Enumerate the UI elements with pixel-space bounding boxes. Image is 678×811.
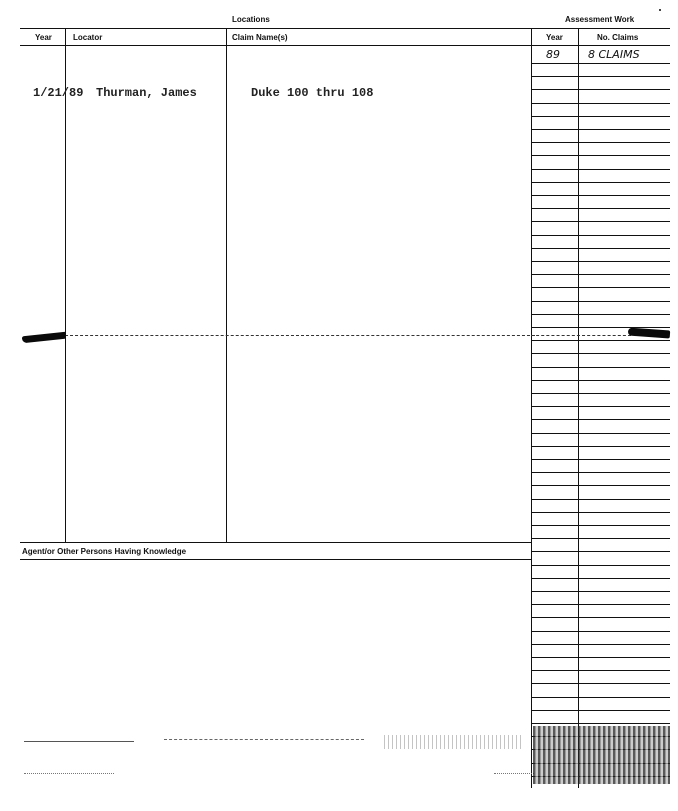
- assessment-row-line: [531, 314, 670, 315]
- assessment-row-line: [531, 353, 670, 354]
- locator-column-rule: [65, 28, 66, 542]
- assessment-row-line: [531, 604, 670, 605]
- assessment-entry-claims: 8 CLAIMS: [588, 48, 640, 61]
- assessment-row-line: [531, 446, 670, 447]
- bottom-scan-noise: [24, 737, 531, 777]
- assessment-row-line: [531, 248, 670, 249]
- claims-column-rule: [226, 28, 227, 542]
- column-header-year: Year: [35, 33, 52, 42]
- assessment-row-line: [531, 657, 670, 658]
- assessment-row-line: [531, 367, 670, 368]
- assessment-row-line: [531, 525, 670, 526]
- column-header-aw-claims: No. Claims: [597, 33, 639, 42]
- assessment-row-line: [531, 512, 670, 513]
- assessment-row-line: [531, 327, 670, 328]
- locations-header: Locations: [232, 15, 270, 24]
- assessment-row-line: [531, 235, 670, 236]
- assessment-row-line: [531, 419, 670, 420]
- assessment-row-line: [531, 485, 670, 486]
- assessment-row-line: [531, 551, 670, 552]
- assessment-row-line: [531, 221, 670, 222]
- assessment-row-line: [531, 710, 670, 711]
- assessment-row-line: [531, 182, 670, 183]
- column-header-locator: Locator: [73, 33, 103, 42]
- entry-date: 1/21/89: [33, 86, 84, 100]
- assessment-row-line: [531, 340, 670, 341]
- assessment-row-line: [531, 103, 670, 104]
- fold-dashed-line: [65, 335, 535, 336]
- assessment-row-line: [531, 274, 670, 275]
- assessment-entry-year: 89: [546, 48, 560, 61]
- assessment-row-line: [531, 538, 670, 539]
- right-black-mark: [628, 328, 670, 339]
- assessment-row-line: [531, 459, 670, 460]
- assessment-row-line: [531, 142, 670, 143]
- assessment-row-line: [531, 380, 670, 381]
- assessment-row-line: [531, 499, 670, 500]
- entry-locator: Thurman, James: [96, 86, 197, 100]
- assessment-row-line: [531, 63, 670, 64]
- column-header-claim-names: Claim Name(s): [232, 33, 288, 42]
- assessment-row-line: [531, 670, 670, 671]
- assessment-row-line: [531, 195, 670, 196]
- assessment-row-line: [531, 591, 670, 592]
- assessment-work-header: Assessment Work: [565, 15, 635, 24]
- assessment-row-line: [531, 287, 670, 288]
- assessment-row-line: [531, 208, 670, 209]
- assessment-row-line: [531, 76, 670, 77]
- left-black-mark: [22, 332, 66, 344]
- assessment-row-line: [531, 565, 670, 566]
- entry-claim-names: Duke 100 thru 108: [251, 86, 374, 100]
- assessment-row-line: [531, 116, 670, 117]
- assessment-row-line: [531, 631, 670, 632]
- assessment-row-line: [531, 433, 670, 434]
- assessment-row-line: [531, 155, 670, 156]
- fold-dashed-line-right: [531, 335, 631, 336]
- assessment-row-line: [531, 301, 670, 302]
- assessment-row-line: [531, 644, 670, 645]
- assessment-row-line: [531, 261, 670, 262]
- header-top-rule: [20, 28, 670, 29]
- column-header-aw-year: Year: [546, 33, 563, 42]
- assessment-row-line: [531, 169, 670, 170]
- bottom-right-smudge: [533, 726, 670, 784]
- assessment-row-line: [531, 683, 670, 684]
- assessment-row-line: [531, 129, 670, 130]
- assessment-row-line: [531, 393, 670, 394]
- agent-bottom-rule: [20, 559, 531, 560]
- assessment-row-line: [531, 617, 670, 618]
- corner-mark: [659, 9, 661, 11]
- assessment-row-line: [531, 472, 670, 473]
- agent-top-rule: [20, 542, 531, 543]
- header-bottom-rule: [20, 45, 670, 46]
- assessment-row-line: [531, 406, 670, 407]
- agent-section-label: Agent/or Other Persons Having Knowledge: [22, 547, 187, 556]
- assessment-row-line: [531, 578, 670, 579]
- assessment-row-line: [531, 723, 670, 724]
- assessment-row-line: [531, 89, 670, 90]
- assessment-row-line: [531, 697, 670, 698]
